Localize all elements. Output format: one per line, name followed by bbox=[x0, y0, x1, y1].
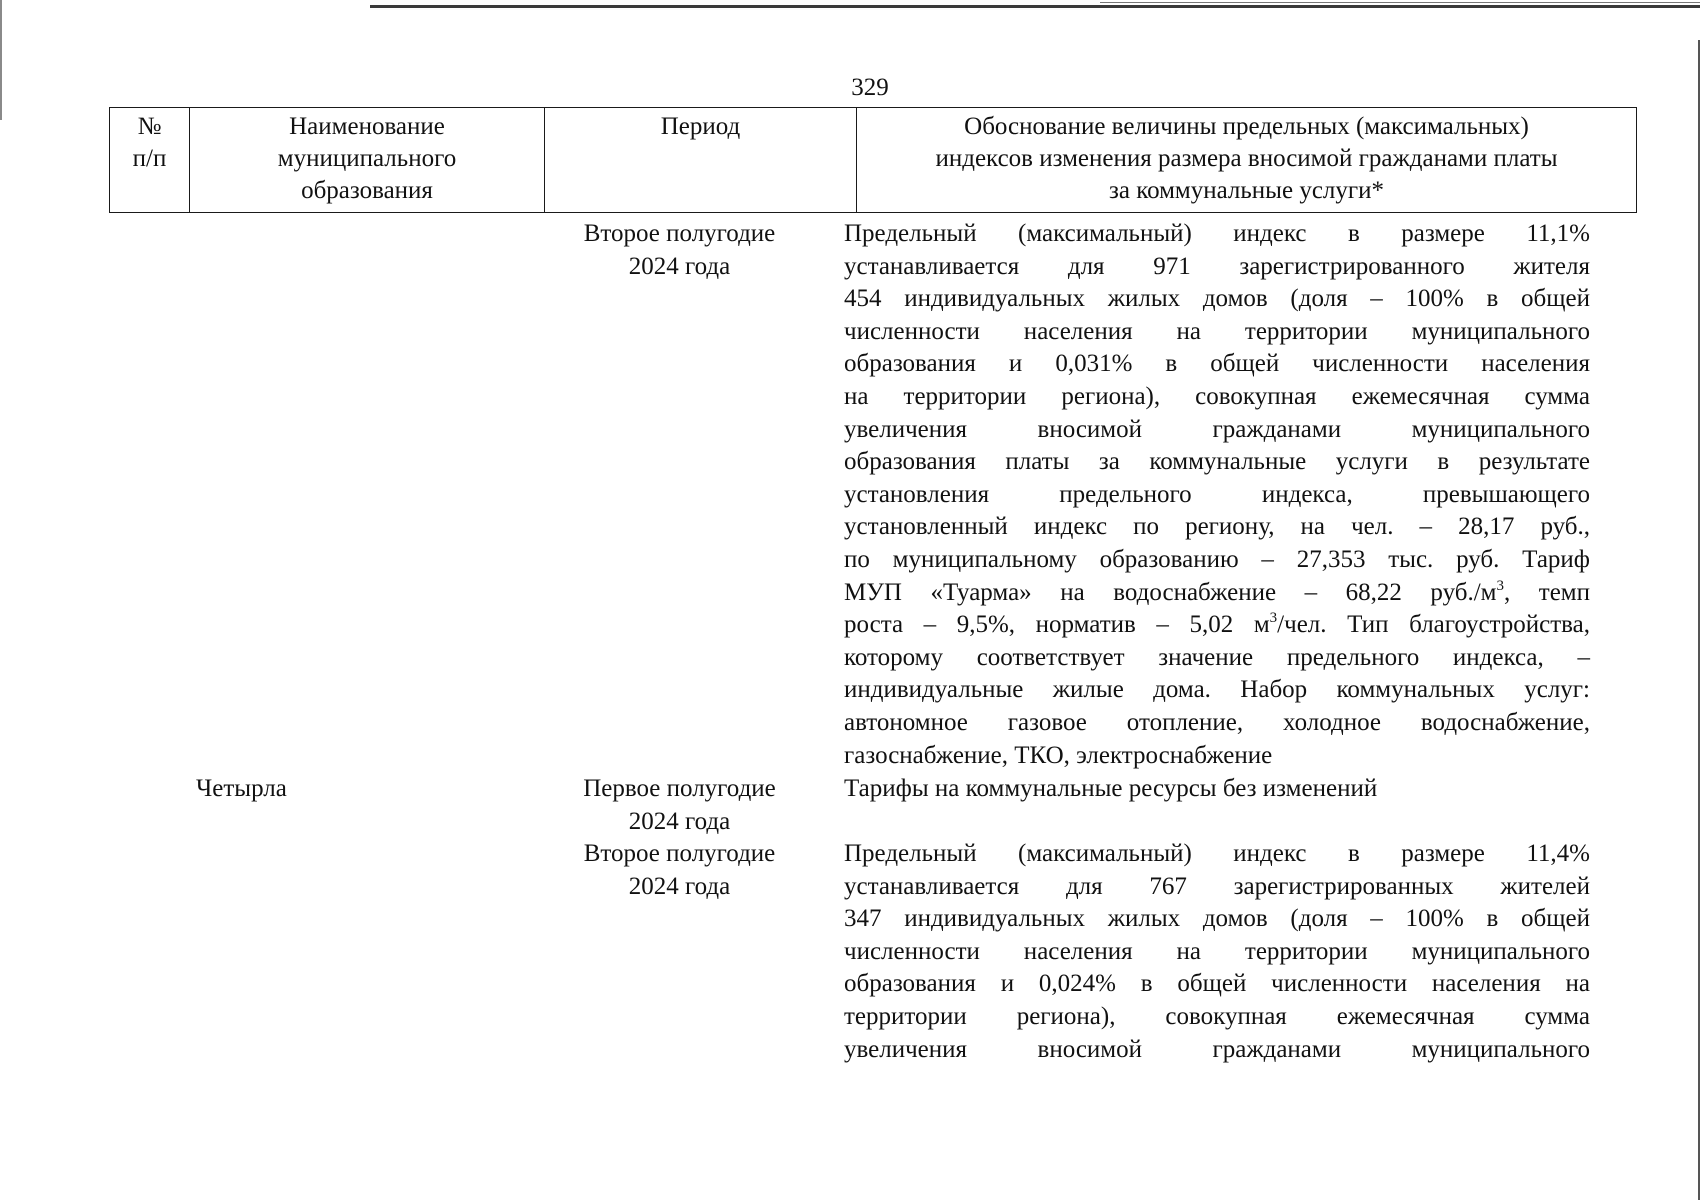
page-number: 329 bbox=[851, 74, 889, 101]
row-justification: Тарифы на коммунальные ресурсы без изменений bbox=[844, 775, 1378, 802]
table-header bbox=[109, 107, 1637, 213]
scan-edge bbox=[0, 0, 2, 120]
scan-artifact bbox=[1100, 2, 1700, 3]
header-number: № п/п bbox=[110, 108, 190, 213]
row-justification: Предельный (максимальный) индекс в размере 11,1% устанавливается для 971 зарегистрированного жителя 454 индивидуальных жилых домов (доля – 100% в общей численности населения на территории муниципального образования и 0,031% в общей численности населения на территории региона), совокупная ежемесячная сумма увеличения вносимой гражданами муниципального образования платы за коммунальные услуги в результате установления предельного индекса, превышающего установленный индекс по региону, на чел. – 28,17 руб., по муниципальному образованию – 27,353 тыс. руб. Тариф МУП «Туарма» на водоснабжение – 68,22 $руб./м^3$, темп роста – 9,5%, норматив – 5,02 $м^3$/чел. Тип благоустройства, которому соответствует значение предельного индекса, – индивидуальные жилые дома. Набор коммунальных услуг: автономное газовое отопление, холодное водоснабжение, газоснабжение, ТКО, электроснабжение bbox=[844, 220, 1590, 769]
row-municipality: Четырла bbox=[196, 775, 287, 802]
row-period: Второе полугодие 2024 года bbox=[583, 840, 776, 900]
row-justification: Предельный (максимальный) индекс в размере 11,4% устанавливается для 767 зарегистрированных жителей 347 индивидуальных жилых домов (доля – 100% в общей численности населения на территории муниципального образования и 0,024% в общей численности населения на территории региона), совокупная ежемесячная сумма увеличения вносимой гражданами муниципального bbox=[844, 840, 1590, 1063]
header-period: Период bbox=[545, 108, 857, 213]
header-municipality: Наименование муниципального образования bbox=[190, 108, 545, 213]
tariff-line: МУП «Туарма» на водоснабжение – 68,22 $руб./м^3$, темп bbox=[844, 577, 1590, 606]
scan-edge bbox=[1698, 40, 1700, 1200]
growth-line: роста – 9,5%, норматив – 5,02 $м^3$/чел. Тип благоустройства, bbox=[844, 610, 1590, 639]
row-period: Первое полугодие 2024 года bbox=[583, 775, 776, 835]
row-period: Второе полугодие 2024 года bbox=[583, 220, 776, 280]
header-justification: Обоснование величины предельных (максимальных) индексов изменения размера вносимой гражданами платы за коммунальные услуги* bbox=[857, 108, 1637, 213]
scan-border-line bbox=[370, 5, 1700, 8]
